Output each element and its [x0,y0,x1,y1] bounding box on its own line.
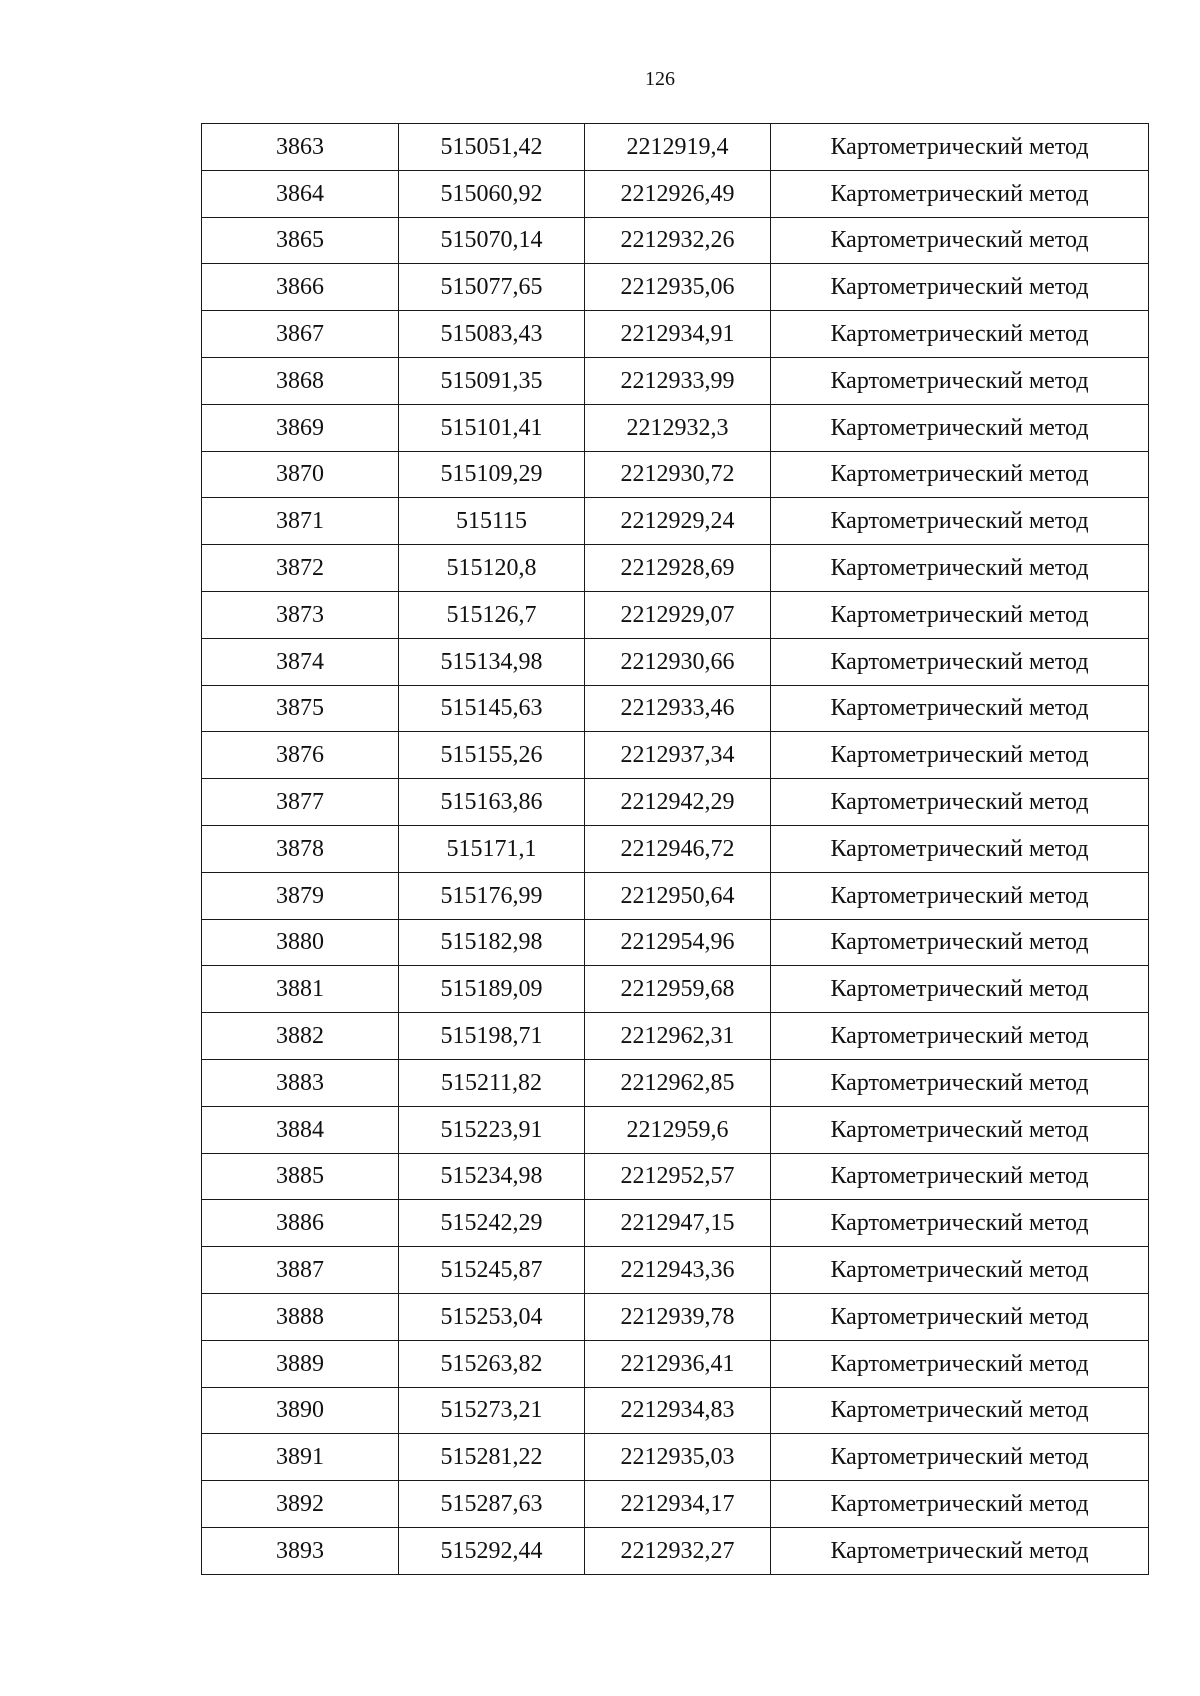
method-cell: Картометрический метод [771,1481,1149,1528]
table-row [202,1527,1149,1574]
x-coordinate-cell: 515292,44 [399,1527,585,1574]
method-cell: Картометрический метод [771,1387,1149,1434]
y-coordinate-cell: 2212934,91 [585,311,771,358]
point-number-cell: 3873 [202,591,399,638]
method-cell: Картометрический метод [771,451,1149,498]
y-coordinate-cell: 2212929,24 [585,498,771,545]
y-coordinate-cell: 2212936,41 [585,1340,771,1387]
table-row [202,966,1149,1013]
x-coordinate-cell: 515211,82 [399,1059,585,1106]
method-cell: Картометрический метод [771,1013,1149,1060]
point-number-cell: 3870 [202,451,399,498]
y-coordinate-cell: 2212932,26 [585,217,771,264]
point-number-cell: 3883 [202,1059,399,1106]
y-coordinate-cell: 2212932,27 [585,1527,771,1574]
method-cell: Картометрический метод [771,357,1149,404]
method-cell: Картометрический метод [771,591,1149,638]
method-cell: Картометрический метод [771,264,1149,311]
x-coordinate-cell: 515155,26 [399,732,585,779]
method-cell: Картометрический метод [771,1527,1149,1574]
method-cell: Картометрический метод [771,872,1149,919]
point-number-cell: 3872 [202,545,399,592]
point-number-cell: 3878 [202,825,399,872]
coordinates-table [201,123,1149,1575]
y-coordinate-cell: 2212954,96 [585,919,771,966]
method-cell: Картометрический метод [771,404,1149,451]
x-coordinate-cell: 515083,43 [399,311,585,358]
y-coordinate-cell: 2212950,64 [585,872,771,919]
table-row [202,404,1149,451]
x-coordinate-cell: 515051,42 [399,124,585,171]
method-cell: Картометрический метод [771,1434,1149,1481]
point-number-cell: 3863 [202,124,399,171]
table-row [202,357,1149,404]
method-cell: Картометрический метод [771,1106,1149,1153]
x-coordinate-cell: 515163,86 [399,779,585,826]
method-cell: Картометрический метод [771,545,1149,592]
y-coordinate-cell: 2212959,6 [585,1106,771,1153]
y-coordinate-cell: 2212934,17 [585,1481,771,1528]
y-coordinate-cell: 2212943,36 [585,1247,771,1294]
y-coordinate-cell: 2212926,49 [585,170,771,217]
table-row [202,1481,1149,1528]
method-cell: Картометрический метод [771,779,1149,826]
point-number-cell: 3888 [202,1293,399,1340]
x-coordinate-cell: 515120,8 [399,545,585,592]
point-number-cell: 3868 [202,357,399,404]
method-cell: Картометрический метод [771,1059,1149,1106]
x-coordinate-cell: 515242,29 [399,1200,585,1247]
x-coordinate-cell: 515171,1 [399,825,585,872]
point-number-cell: 3867 [202,311,399,358]
x-coordinate-cell: 515281,22 [399,1434,585,1481]
point-number-cell: 3884 [202,1106,399,1153]
point-number-cell: 3881 [202,966,399,1013]
point-number-cell: 3875 [202,685,399,732]
coordinates-table-body [202,124,1149,1575]
x-coordinate-cell: 515109,29 [399,451,585,498]
x-coordinate-cell: 515245,87 [399,1247,585,1294]
table-row [202,124,1149,171]
table-row [202,311,1149,358]
y-coordinate-cell: 2212930,66 [585,638,771,685]
table-row [202,498,1149,545]
point-number-cell: 3871 [202,498,399,545]
point-number-cell: 3869 [202,404,399,451]
y-coordinate-cell: 2212947,15 [585,1200,771,1247]
method-cell: Картометрический метод [771,919,1149,966]
method-cell: Картометрический метод [771,311,1149,358]
method-cell: Картометрический метод [771,1247,1149,1294]
x-coordinate-cell: 515182,98 [399,919,585,966]
x-coordinate-cell: 515198,71 [399,1013,585,1060]
x-coordinate-cell: 515234,98 [399,1153,585,1200]
point-number-cell: 3880 [202,919,399,966]
table-row [202,732,1149,779]
method-cell: Картометрический метод [771,732,1149,779]
table-row [202,170,1149,217]
y-coordinate-cell: 2212928,69 [585,545,771,592]
point-number-cell: 3865 [202,217,399,264]
x-coordinate-cell: 515077,65 [399,264,585,311]
table-row [202,872,1149,919]
method-cell: Картометрический метод [771,1200,1149,1247]
x-coordinate-cell: 515070,14 [399,217,585,264]
x-coordinate-cell: 515091,35 [399,357,585,404]
page-number: 126 [645,68,675,90]
x-coordinate-cell: 515134,98 [399,638,585,685]
table-row [202,545,1149,592]
table-row [202,1059,1149,1106]
y-coordinate-cell: 2212952,57 [585,1153,771,1200]
x-coordinate-cell: 515176,99 [399,872,585,919]
point-number-cell: 3882 [202,1013,399,1060]
method-cell: Картометрический метод [771,498,1149,545]
method-cell: Картометрический метод [771,638,1149,685]
table-row [202,1340,1149,1387]
table-row [202,638,1149,685]
point-number-cell: 3864 [202,170,399,217]
table-row [202,1387,1149,1434]
method-cell: Картометрический метод [771,170,1149,217]
table-row [202,1247,1149,1294]
x-coordinate-cell: 515101,41 [399,404,585,451]
point-number-cell: 3885 [202,1153,399,1200]
table-row [202,1013,1149,1060]
method-cell: Картометрический метод [771,217,1149,264]
table-row [202,825,1149,872]
method-cell: Картометрический метод [771,685,1149,732]
x-coordinate-cell: 515126,7 [399,591,585,638]
y-coordinate-cell: 2212919,4 [585,124,771,171]
x-coordinate-cell: 515223,91 [399,1106,585,1153]
table-row [202,451,1149,498]
point-number-cell: 3877 [202,779,399,826]
x-coordinate-cell: 515115 [399,498,585,545]
y-coordinate-cell: 2212929,07 [585,591,771,638]
point-number-cell: 3893 [202,1527,399,1574]
y-coordinate-cell: 2212933,99 [585,357,771,404]
table-row [202,919,1149,966]
y-coordinate-cell: 2212962,31 [585,1013,771,1060]
table-row [202,217,1149,264]
y-coordinate-cell: 2212935,03 [585,1434,771,1481]
table-row [202,1434,1149,1481]
point-number-cell: 3889 [202,1340,399,1387]
table-row [202,1200,1149,1247]
x-coordinate-cell: 515189,09 [399,966,585,1013]
x-coordinate-cell: 515263,82 [399,1340,585,1387]
y-coordinate-cell: 2212942,29 [585,779,771,826]
x-coordinate-cell: 515145,63 [399,685,585,732]
y-coordinate-cell: 2212946,72 [585,825,771,872]
y-coordinate-cell: 2212935,06 [585,264,771,311]
point-number-cell: 3866 [202,264,399,311]
point-number-cell: 3890 [202,1387,399,1434]
method-cell: Картометрический метод [771,1293,1149,1340]
y-coordinate-cell: 2212932,3 [585,404,771,451]
table-row [202,685,1149,732]
method-cell: Картометрический метод [771,966,1149,1013]
table-row [202,264,1149,311]
y-coordinate-cell: 2212939,78 [585,1293,771,1340]
method-cell: Картометрический метод [771,1340,1149,1387]
point-number-cell: 3874 [202,638,399,685]
method-cell: Картометрический метод [771,124,1149,171]
point-number-cell: 3879 [202,872,399,919]
x-coordinate-cell: 515060,92 [399,170,585,217]
y-coordinate-cell: 2212930,72 [585,451,771,498]
y-coordinate-cell: 2212959,68 [585,966,771,1013]
x-coordinate-cell: 515273,21 [399,1387,585,1434]
method-cell: Картометрический метод [771,825,1149,872]
table-row [202,591,1149,638]
y-coordinate-cell: 2212962,85 [585,1059,771,1106]
x-coordinate-cell: 515253,04 [399,1293,585,1340]
point-number-cell: 3876 [202,732,399,779]
point-number-cell: 3887 [202,1247,399,1294]
point-number-cell: 3891 [202,1434,399,1481]
point-number-cell: 3892 [202,1481,399,1528]
table-row [202,1153,1149,1200]
point-number-cell: 3886 [202,1200,399,1247]
table-row [202,1293,1149,1340]
table-row [202,1106,1149,1153]
y-coordinate-cell: 2212937,34 [585,732,771,779]
x-coordinate-cell: 515287,63 [399,1481,585,1528]
y-coordinate-cell: 2212934,83 [585,1387,771,1434]
method-cell: Картометрический метод [771,1153,1149,1200]
table-row [202,779,1149,826]
y-coordinate-cell: 2212933,46 [585,685,771,732]
